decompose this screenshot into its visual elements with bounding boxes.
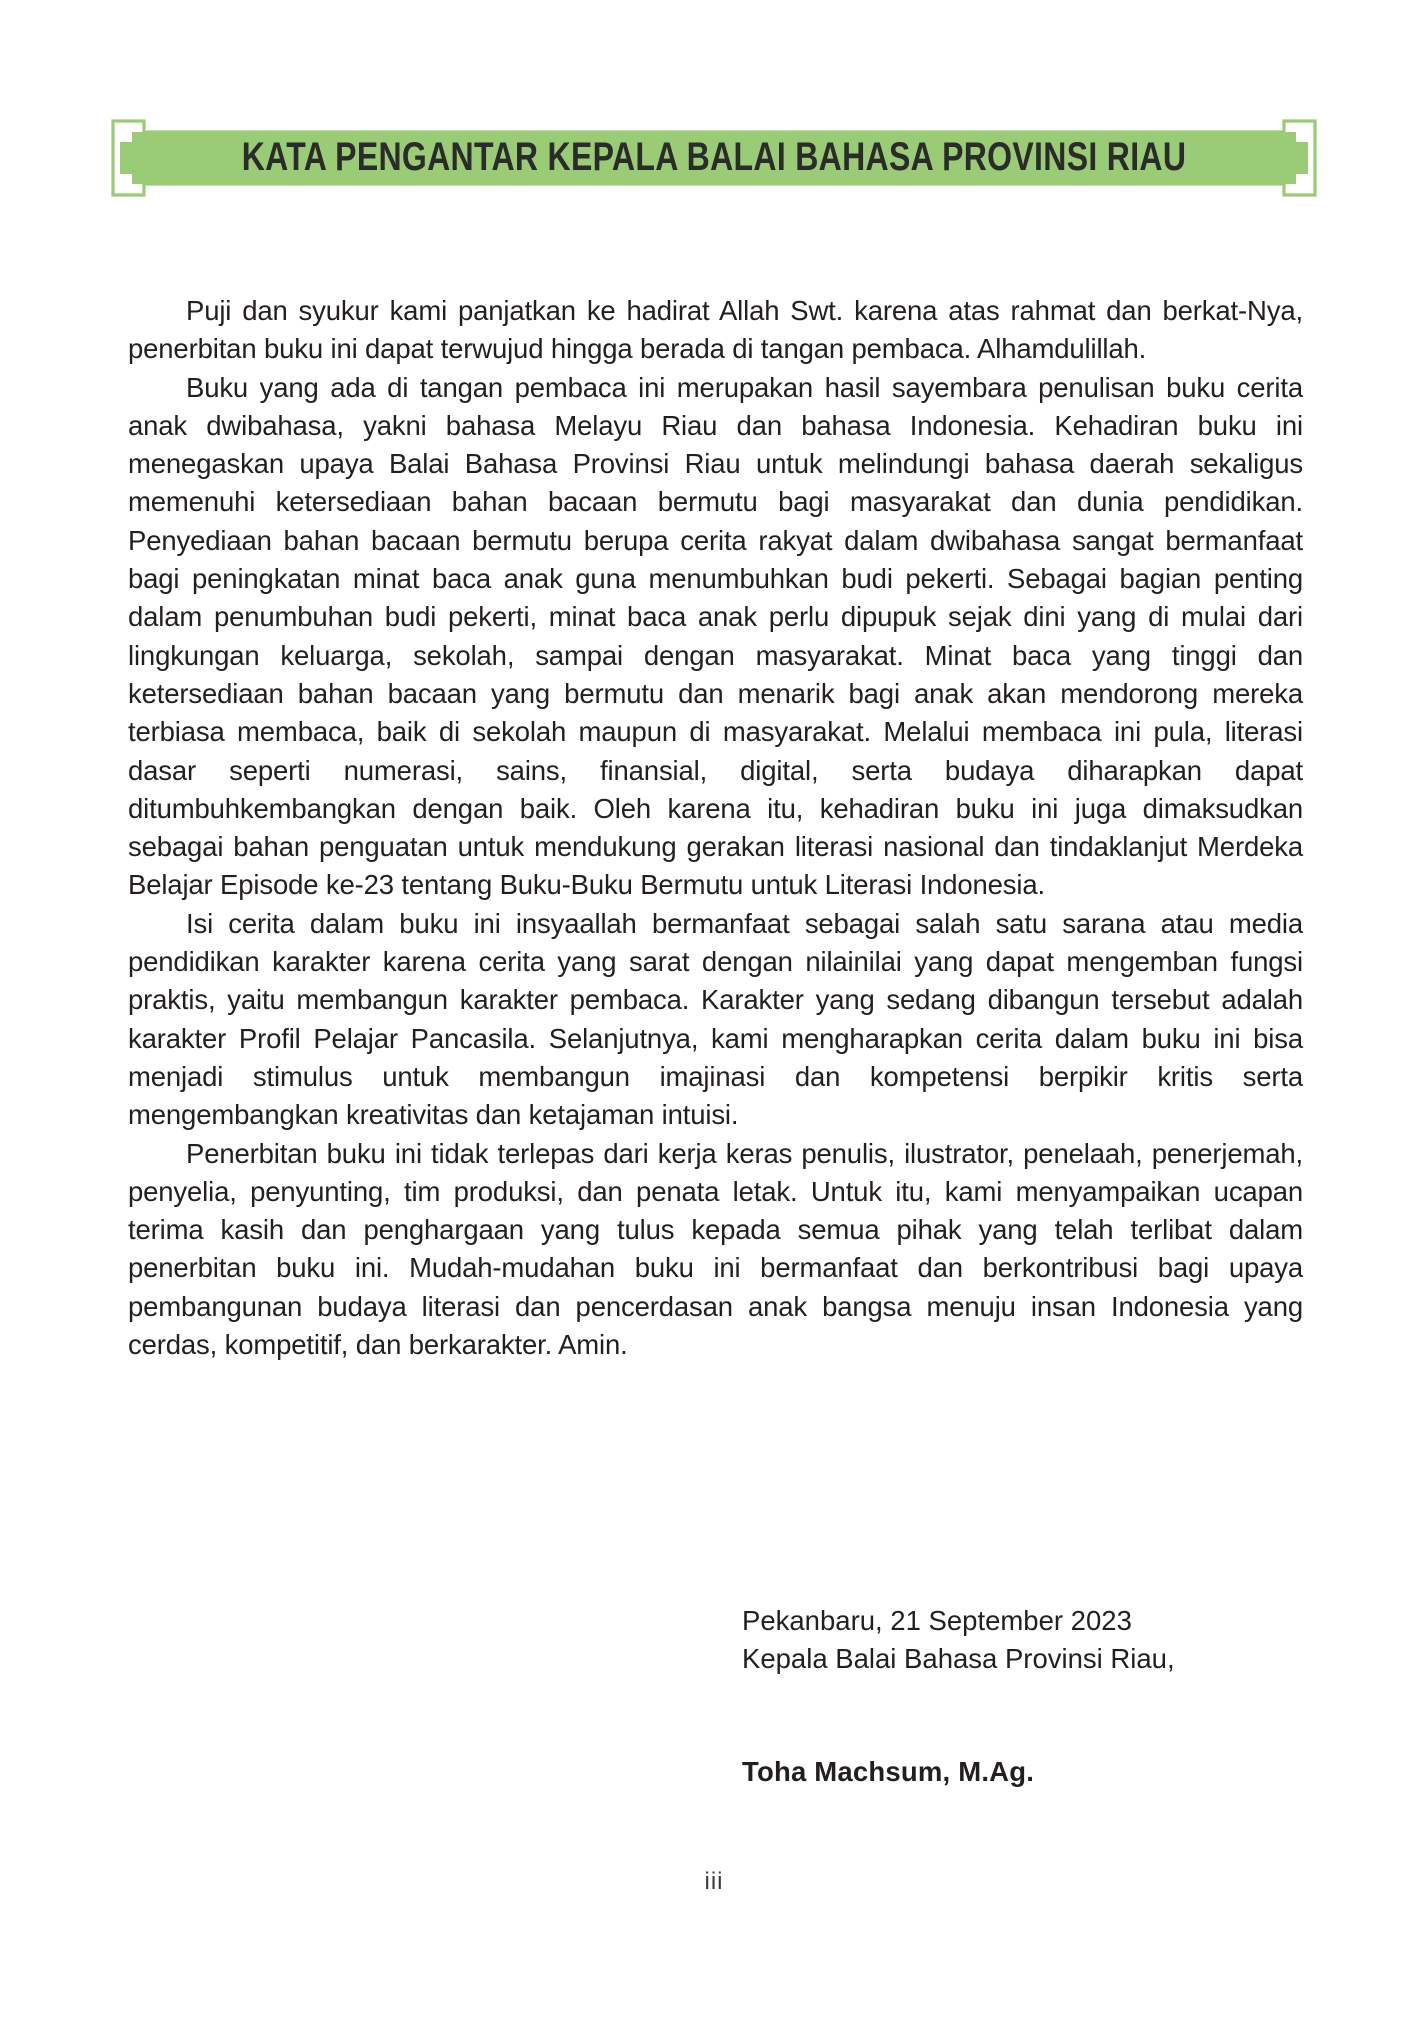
signoff-block <box>742 1602 1302 1679</box>
signoff-place-date: Pekanbaru, 21 September 2023 <box>742 1605 1132 1636</box>
page-title: KATA PENGANTAR KEPALA BALAI BAHASA PROVINSI RIAU <box>241 134 1187 179</box>
paragraph-4: Penerbitan buku ini tidak terlepas dari kerja keras penulis, ilustrator, penelaah, penerjemah, penyelia, penyunting, tim produksi, dan penata letak. Untuk itu, kami menyampaikan ucapan terima kasih dan penghargaan yang tulus kepada semua pihak yang telah terlibat dalam penerbitan buku ini. Mudah-mudahan buku ini bermanfaat dan berkontribusi bagi upaya pembangunan budaya literasi dan pencerdasan anak bangsa menuju insan Indonesia yang cerdas, kompetitif, dan berkarakter. Amin. <box>128 1137 1303 1361</box>
body-text <box>128 292 1303 1364</box>
bottom-chevron-border <box>0 1932 1428 2028</box>
paragraph-2: Buku yang ada di tangan pembaca ini merupakan hasil sayembara penulisan buku cerita anak dwibahasa, yakni bahasa Melayu Riau dan bahasa Indonesia. Kehadiran buku ini menegaskan upaya Balai Bahasa Provinsi Riau untuk melindungi bahasa daerah sekaligus memenuhi ketersediaan bahan bacaan bermutu bagi masyarakat dan dunia pendidikan. Penyediaan bahan bacaan bermutu berupa cerita rakyat dalam dwibahasa sangat bermanfaat bagi peningkatan minat baca anak guna menumbuhkan budi pekerti. Sebagai bagian penting dalam penumbuhan budi pekerti, minat baca anak perlu dipupuk sejak dini yang di mulai dari lingkungan keluarga, sekolah, sampai dengan masyarakat. Minat baca yang tinggi dan ketersediaan bahan bacaan yang bermutu dan menarik bagi anak akan mendorong mereka terbiasa membaca, baik di sekolah maupun di masyarakat. Melalui membaca ini pula, literasi dasar seperti numerasi, sains, finansial, digital, serta budaya diharapkan dapat ditumbuhkembangkan dengan baik. Oleh karena itu, kehadiran buku ini juga dimaksudkan sebagai bahan penguatan untuk mendukung gerakan literasi nasional dan tindaklanjut Merdeka Belajar Episode ke-23 tentang Buku-Buku Bermutu untuk Literasi Indonesia. <box>128 371 1303 901</box>
signer-name: Toha Machsum, M.Ag. <box>742 1756 1035 1787</box>
paragraph-3: Isi cerita dalam buku ini insyaallah bermanfaat sebagai salah satu sarana atau media pendidikan karakter karena cerita yang sarat dengan nilainilai yang dapat mengemban fungsi praktis, yaitu membangun karakter pembaca. Karakter yang sedang dibangun tersebut adalah karakter Profil Pelajar Pancasila. Selanjutnya, kami mengharapkan cerita dalam buku ini bisa menjadi stimulus untuk membangun imajinasi dan kompetensi berpikir kritis serta mengembangkan kreativitas dan ketajaman intuisi. <box>128 907 1303 1131</box>
signoff-position: Kepala Balai Bahasa Provinsi Riau, <box>742 1643 1175 1675</box>
paragraph-1: Puji dan syukur kami panjatkan ke hadirat Allah Swt. karena atas rahmat dan berkat-Nya, penerbitan buku ini dapat terwujud hingga berada di tangan pembaca. Alhamdulillah. <box>128 295 1303 365</box>
page-title-banner <box>110 118 1318 198</box>
page-number: iii <box>704 1868 724 1895</box>
top-chevron-border <box>0 0 1428 96</box>
